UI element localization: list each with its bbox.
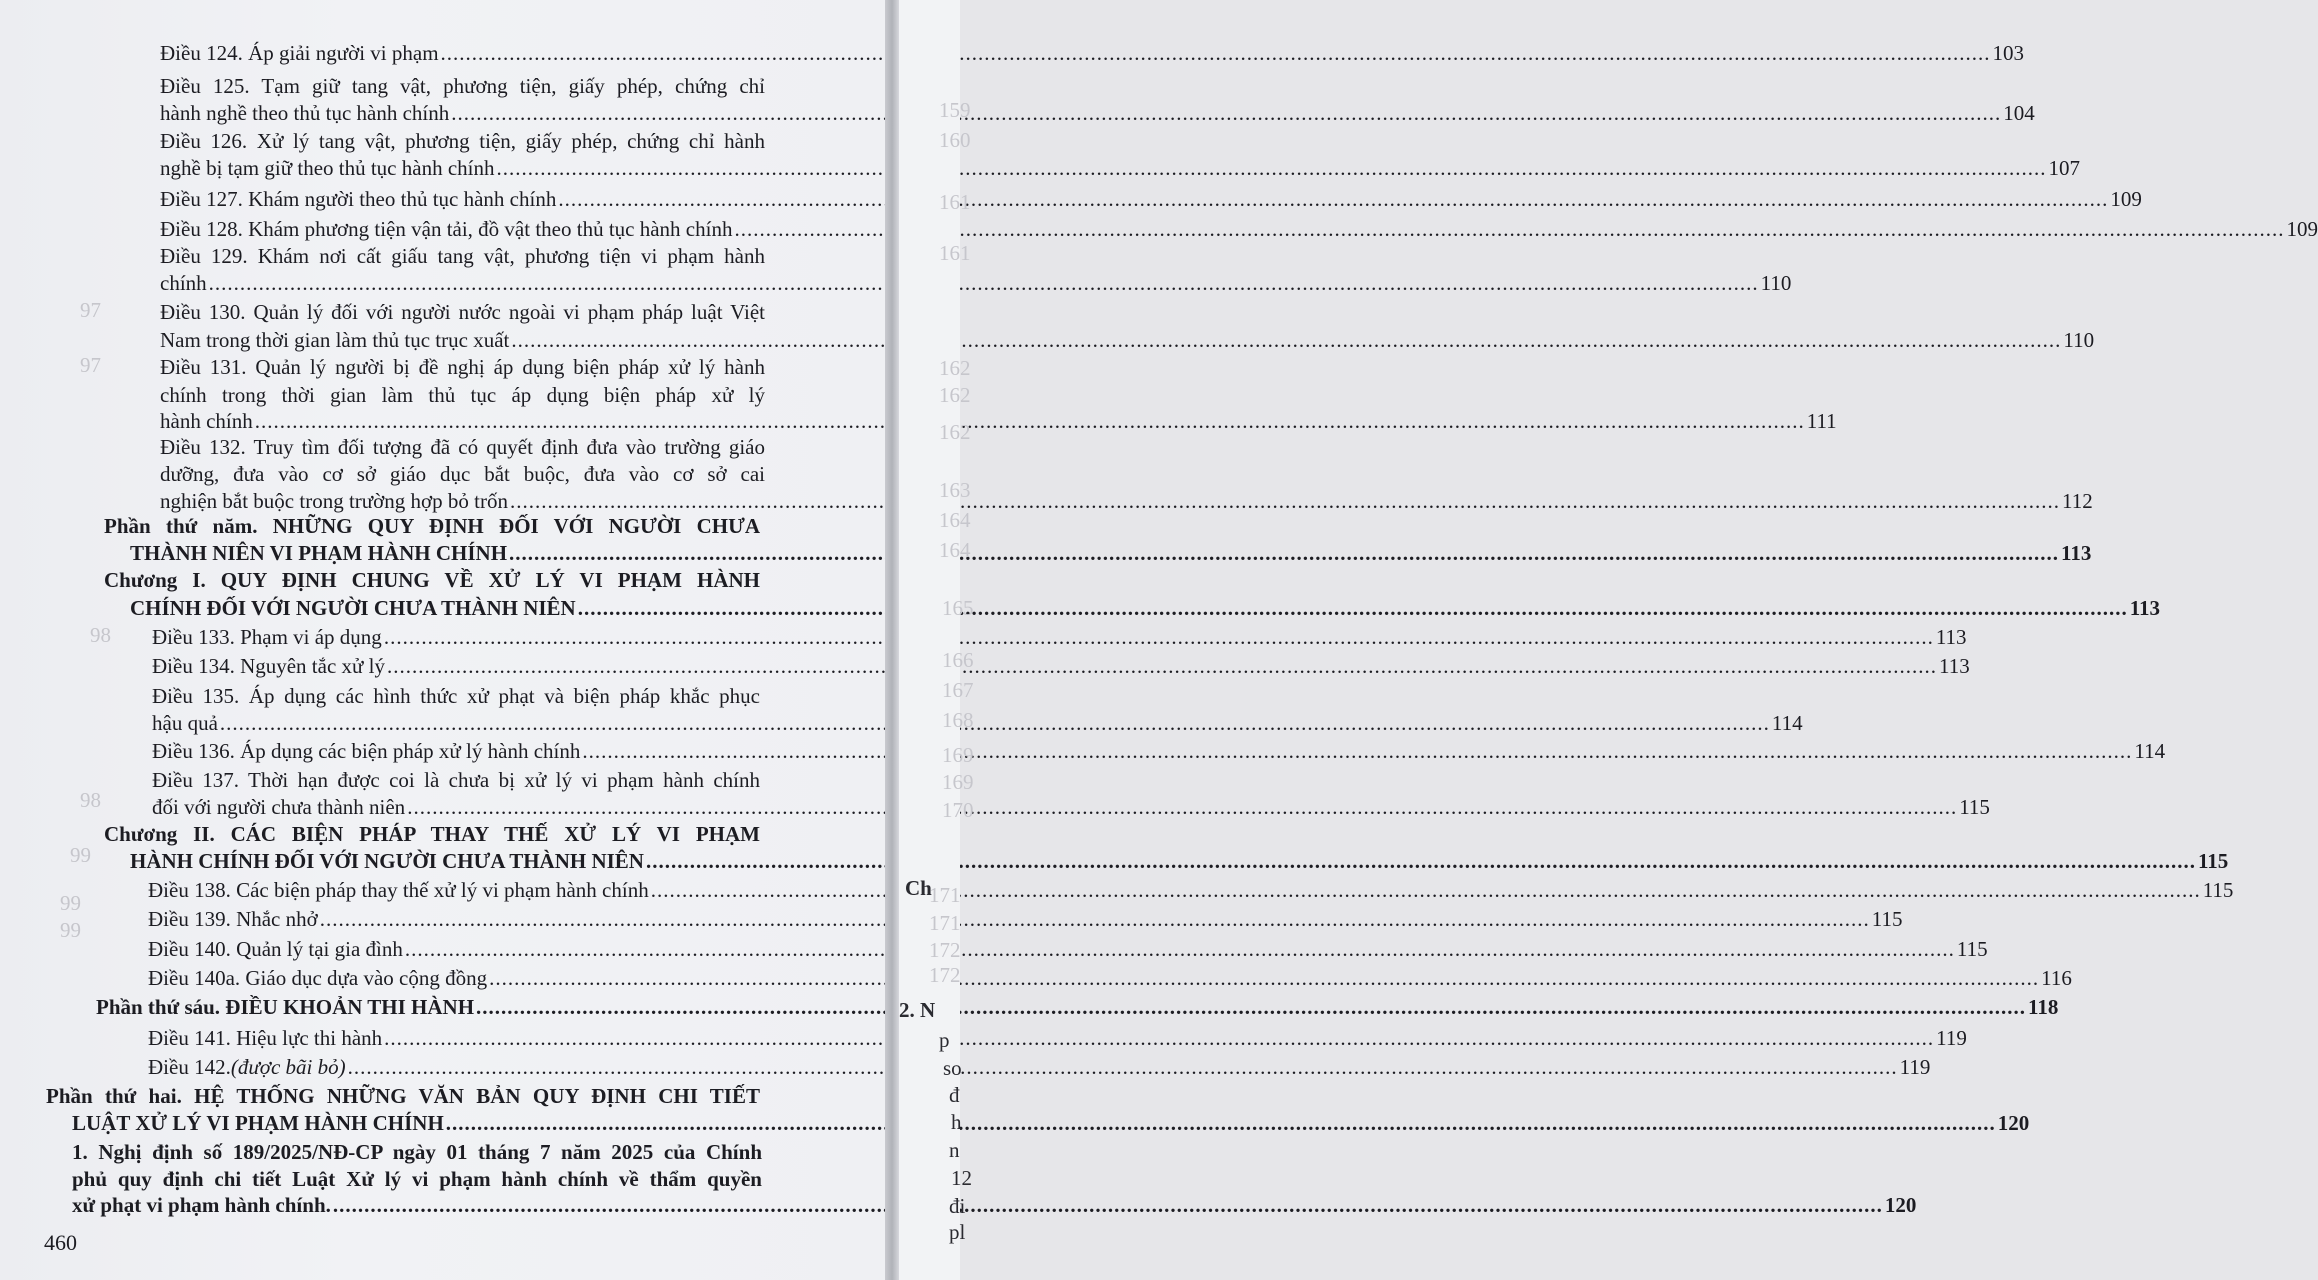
- next-page-text-fragment: 12: [951, 1166, 972, 1190]
- show-through-number: 165: [942, 596, 974, 620]
- toc-entry-text: Điều 132. Truy tìm đối tượng đã có quyết định đưa vào trường giáo: [160, 435, 765, 459]
- toc-entry-text: Điều 140. Quản lý tại gia đình: [148, 937, 403, 961]
- toc-entry-text: Điều 130. Quản lý đối với người nước ngoài vi phạm pháp luật Việt: [160, 300, 765, 324]
- toc-entry-text: Điều 134. Nguyên tắc xử lý: [152, 654, 385, 678]
- toc-page-number: 107: [2048, 156, 2080, 180]
- toc-entry-line: [160, 302, 765, 323]
- toc-entry-text: Điều 135. Áp dụng các hình thức xử phạt và biện pháp khắc phục: [152, 684, 760, 708]
- toc-entry-line: [152, 770, 760, 791]
- toc-page-number: 115: [1959, 795, 1990, 819]
- toc-entry-text: Điều 139. Nhắc nhở: [148, 907, 318, 931]
- show-through-number: 161: [939, 190, 971, 214]
- show-through-number: 160: [939, 128, 971, 152]
- toc-page-number: 104: [2003, 101, 2035, 125]
- toc-page-number: 115: [1871, 907, 1903, 931]
- show-through-number: 97: [80, 298, 101, 322]
- show-through-number: 167: [942, 678, 974, 702]
- dot-leader: [384, 1028, 1934, 1052]
- show-through-number: 162: [939, 356, 971, 380]
- toc-entry: [160, 156, 2080, 180]
- show-through-number: 162: [939, 420, 971, 444]
- dot-leader: [405, 939, 1955, 960]
- toc-entry-text: THÀNH NIÊN VI PHẠM HÀNH CHÍNH: [130, 541, 508, 565]
- show-through-number: 164: [939, 538, 971, 562]
- dot-leader: [651, 876, 2201, 901]
- toc-entry: [152, 625, 1967, 649]
- toc-entry-line: [160, 464, 765, 485]
- toc-entry-line: [160, 385, 765, 406]
- dot-leader: [441, 43, 1991, 64]
- toc-entry-line: [160, 76, 765, 97]
- toc-entry: [160, 271, 1792, 295]
- toc-entry: [160, 217, 2318, 241]
- toc-page-number: 119: [1936, 1026, 1967, 1050]
- toc-entry-text: Phần thứ năm. NHỮNG QUY ĐỊNH ĐỐI VỚI NGƯỜI CHƯA: [104, 514, 760, 538]
- show-through-number: 98: [90, 623, 111, 647]
- toc-entry-text: Điều 131. Quản lý người bị đề nghị áp dụng biện pháp xử lý hành: [160, 355, 765, 379]
- show-through-number: 99: [60, 891, 81, 915]
- show-through-number: 163: [939, 478, 971, 502]
- toc-entry-line: [152, 686, 760, 707]
- toc-page-number: 116: [2041, 966, 2072, 990]
- toc-page-number: 111: [1806, 409, 1837, 433]
- dot-leader: [558, 189, 2108, 210]
- toc-entry-text: nghề bị tạm giữ theo thủ tục hành chính: [160, 156, 495, 180]
- show-through-number: 171: [929, 911, 961, 935]
- toc-entry-text: Điều 136. Áp dụng các biện pháp xử lý hành chính: [152, 739, 581, 763]
- toc-entry-text: CHÍNH ĐỐI VỚI NGƯỜI CHƯA THÀNH NIÊN: [130, 596, 576, 620]
- toc-page-number: 115: [2197, 849, 2229, 873]
- dot-leader: [582, 741, 2132, 762]
- show-through-number: 169: [942, 770, 974, 794]
- show-through-number: 171: [929, 883, 961, 907]
- show-through-number: 166: [942, 648, 974, 672]
- toc-entry-line: [72, 1169, 762, 1190]
- toc-entry-text: Phần thứ sáu. ĐIỀU KHOẢN THI HÀNH: [96, 995, 475, 1019]
- dot-leader: [476, 997, 2026, 1018]
- dot-leader: [209, 273, 1759, 294]
- toc-page-number: 115: [2202, 878, 2234, 902]
- toc-entry-text: hành chính: [160, 409, 253, 433]
- next-page-text-fragment: đ: [949, 1083, 960, 1107]
- toc-entry-line: [160, 357, 765, 378]
- toc-entry-line: [104, 516, 760, 537]
- toc-entry-text: LUẬT XỬ LÝ VI PHẠM HÀNH CHÍNH: [72, 1111, 444, 1135]
- toc-entry-line: [160, 246, 765, 267]
- toc-page-number: 113: [2129, 596, 2161, 620]
- show-through-number: 172: [929, 963, 961, 987]
- dot-leader: [333, 1195, 1883, 1216]
- dot-leader: [646, 851, 2196, 872]
- dot-leader: [451, 103, 2001, 124]
- toc-page-number: 109: [2110, 187, 2142, 211]
- dot-leader: [734, 219, 2284, 240]
- toc-page-number: 118: [2028, 995, 2059, 1019]
- toc-entry-text: chính: [160, 271, 207, 295]
- toc-entry-text: Điều 129. Khám nơi cất giấu tang vật, phương tiện vi phạm hành: [160, 244, 765, 268]
- show-through-number: 98: [80, 788, 101, 812]
- toc-entry-text: Điều 124. Áp giải người vi phạm: [160, 41, 439, 65]
- toc-entry: [130, 849, 2229, 873]
- next-page-text-fragment: pl: [949, 1220, 966, 1244]
- toc-entry-text: hậu quả: [152, 711, 218, 735]
- toc-page-number: 115: [1956, 937, 1988, 961]
- toc-entry-text: Điều 141. Hiệu lực thi hành: [148, 1026, 383, 1050]
- adjacent-page-edge: [899, 0, 974, 1280]
- dot-leader: [255, 411, 1805, 432]
- toc-entry-line: [104, 824, 760, 845]
- toc-page-number: 120: [1884, 1193, 1917, 1217]
- toc-page-number: 120: [1997, 1111, 2030, 1135]
- dot-leader: [510, 491, 2060, 512]
- show-through-number: 172: [929, 938, 961, 962]
- toc-entry-text: Điều 126. Xử lý tang vật, phương tiện, giấy phép, chứng chỉ hành: [160, 129, 765, 153]
- dot-leader: [511, 330, 2061, 351]
- show-through-number: 168: [942, 708, 974, 732]
- toc-entry: [148, 1026, 1967, 1050]
- show-through-number: 99: [60, 918, 81, 942]
- show-through-number: 170: [942, 798, 974, 822]
- next-page-text-fragment: 2. N: [899, 998, 936, 1022]
- toc-page-number: 113: [1935, 625, 1967, 649]
- toc-entry-line: [104, 570, 760, 591]
- toc-entry-text: phủ quy định chi tiết Luật Xử lý vi phạm hành chính về thẩm quyền: [72, 1167, 762, 1191]
- next-page-text-fragment: Ch: [905, 876, 932, 900]
- toc-entry-line: [160, 437, 765, 458]
- toc-entry-text: Điều 142.: [148, 1055, 231, 1079]
- dot-leader: [509, 543, 2059, 564]
- next-page-text-fragment: n: [949, 1138, 960, 1162]
- toc-entry-text: Điều 140a. Giáo dục dựa vào cộng đồng: [148, 966, 488, 990]
- show-through-number: 164: [939, 508, 971, 532]
- show-through-number: 159: [939, 98, 971, 122]
- show-through-number: 97: [80, 353, 101, 377]
- next-page-text-fragment: h: [951, 1110, 962, 1134]
- show-through-number: 162: [939, 383, 971, 407]
- dot-leader: [489, 968, 2039, 989]
- toc-entry-text: nghiện bắt buộc trong trường hợp bỏ trốn: [160, 489, 508, 513]
- dot-leader: [578, 598, 2128, 619]
- toc-entry-line: [72, 1142, 762, 1163]
- toc-entry: [72, 1111, 2030, 1135]
- toc-entry-text: Phần thứ hai. HỆ THỐNG NHỮNG VĂN BẢN QUY ĐỊNH CHI TIẾT: [46, 1084, 760, 1108]
- toc-entry-text: xử phạt vi phạm hành chính.: [72, 1193, 331, 1217]
- next-page-text-fragment: đi: [949, 1194, 966, 1218]
- dot-leader: [348, 1057, 1898, 1078]
- toc-page-number: 112: [2061, 489, 2093, 513]
- dot-leader: [407, 797, 1957, 818]
- show-through-number: 169: [942, 743, 974, 767]
- toc-entry-text: Chương II. CÁC BIỆN PHÁP THAY THẾ XỬ LÝ VI PHẠM: [104, 822, 760, 846]
- toc-page-number: 103: [1992, 41, 2025, 65]
- toc-page-number: 119: [1899, 1055, 1931, 1079]
- book-gutter: [885, 0, 899, 1280]
- toc-entry-text: Điều 127. Khám người theo thủ tục hành chính: [160, 187, 557, 211]
- toc-entry-text: 1. Nghị định số 189/2025/NĐ-CP ngày 01 tháng 7 năm 2025 của Chính: [72, 1140, 762, 1164]
- toc-entry-text: chính trong thời gian làm thủ tục áp dụng biện pháp xử lý: [160, 383, 765, 407]
- toc-entry-text: Điều 137. Thời hạn được coi là chưa bị xử lý vi phạm hành chính: [152, 768, 760, 792]
- next-page-text-fragment: p: [939, 1028, 950, 1052]
- toc-entry-note: (được bãi bỏ): [230, 1055, 346, 1079]
- toc-page-number: 113: [1939, 654, 1970, 678]
- toc-entry-text: Chương I. QUY ĐỊNH CHUNG VỀ XỬ LÝ VI PHẠM HÀNH: [104, 568, 760, 592]
- toc-page-number: 110: [2063, 328, 2095, 352]
- toc-entry-line: [160, 131, 765, 152]
- toc-entry-text: HÀNH CHÍNH ĐỐI VỚI NGƯỜI CHƯA THÀNH NIÊN: [130, 849, 644, 873]
- toc-page-number: 110: [1760, 271, 1792, 295]
- next-page-text-fragment: so: [943, 1056, 962, 1080]
- dot-leader: [496, 158, 2046, 179]
- page-number: 460: [44, 1230, 77, 1255]
- toc-page-number: 113: [2061, 541, 2092, 565]
- dot-leader: [446, 1110, 1996, 1134]
- show-through-number: 161: [939, 241, 971, 265]
- toc-page-number: 114: [2134, 739, 2166, 763]
- toc-entry-text: Điều 133. Phạm vi áp dụng: [152, 625, 382, 649]
- toc-entry: [160, 328, 2095, 352]
- dot-leader: [320, 909, 1870, 930]
- dot-leader: [220, 713, 1770, 734]
- toc-entry-text: đối với người chưa thành niên: [152, 795, 406, 819]
- toc-entry: [160, 41, 2025, 65]
- toc-entry-text: Điều 128. Khám phương tiện vận tải, đồ vật theo thủ tục hành chính: [160, 217, 733, 241]
- toc-page-number: 109: [2286, 217, 2318, 241]
- show-through-number: 99: [70, 843, 91, 867]
- toc-entry-text: Điều 125. Tạm giữ tang vật, phương tiện, giấy phép, chứng chỉ: [160, 74, 765, 98]
- dot-leader: [387, 656, 1937, 677]
- toc-entry-line: [46, 1086, 760, 1107]
- dot-leader: [384, 627, 1934, 648]
- toc-entry-text: dưỡng, đưa vào cơ sở giáo dục bắt buộc, đưa vào cơ sở cai: [160, 462, 765, 486]
- toc-entry-text: hành nghề theo thủ tục hành chính: [160, 101, 450, 125]
- toc-page-number: 114: [1771, 711, 1803, 735]
- toc-entry-text: Điều 138. Các biện pháp thay thế xử lý vi phạm hành chính: [148, 878, 649, 902]
- toc-entry-text: Nam trong thời gian làm thủ tục trục xuất: [160, 328, 510, 352]
